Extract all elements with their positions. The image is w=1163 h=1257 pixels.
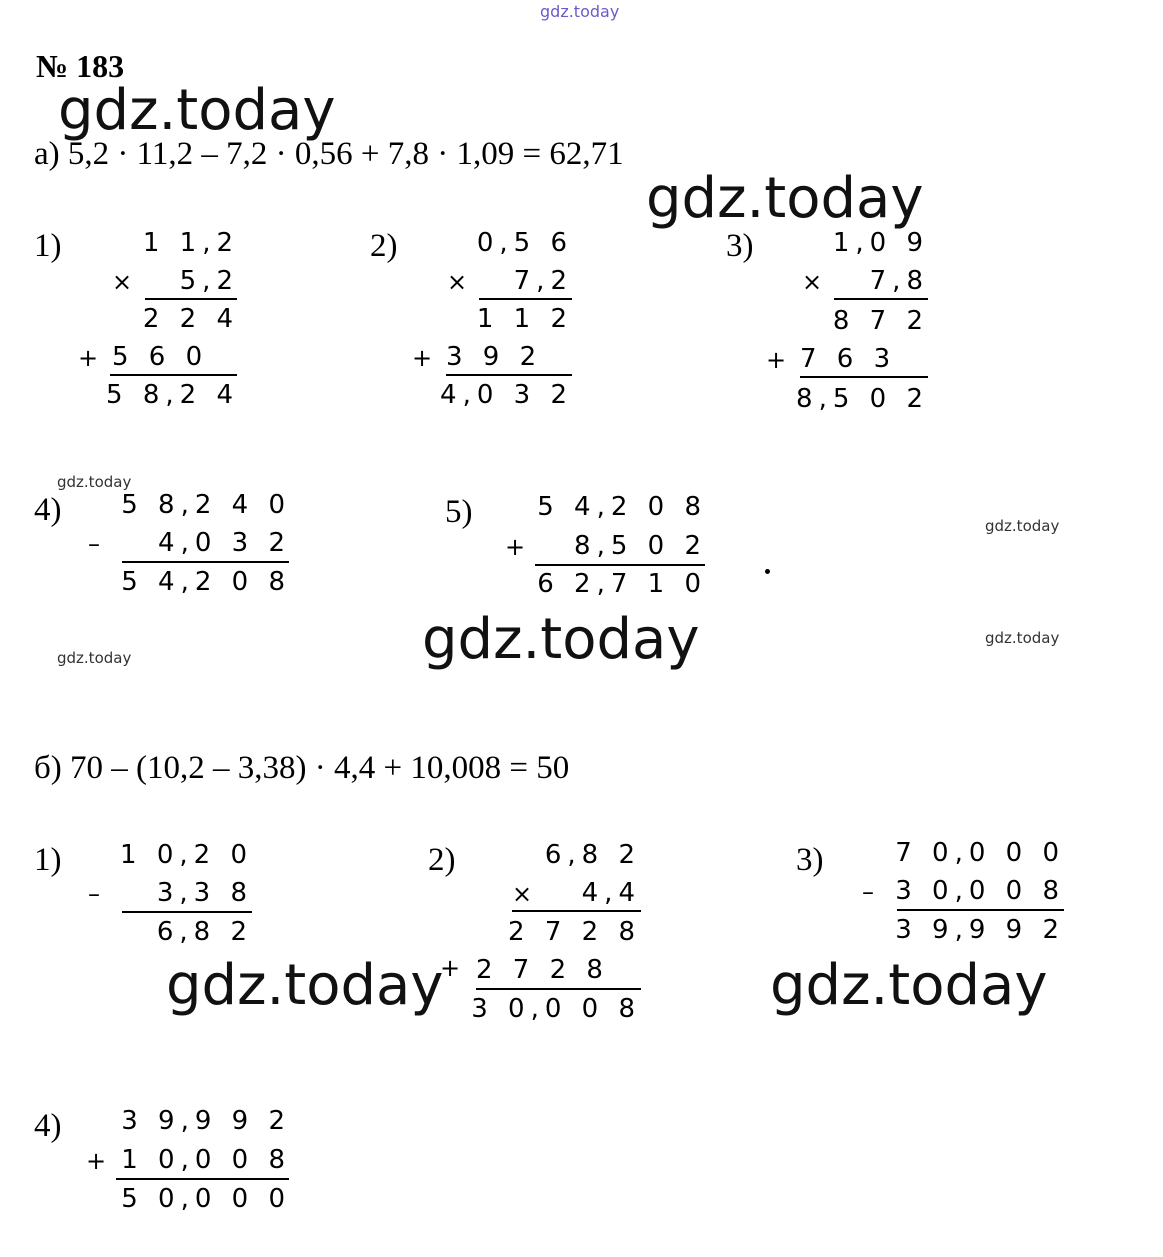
digit-row: 1,0 9 <box>832 228 929 258</box>
underline <box>145 298 237 300</box>
digit-row: 5,2 <box>179 266 239 296</box>
step-label: 5) <box>445 494 473 530</box>
digit-row: 1 1 2 <box>476 304 573 334</box>
watermark-small: gdz.today <box>985 629 1060 647</box>
stray-dot <box>765 569 770 574</box>
digit-row: 5 4,2 0 8 <box>121 567 291 597</box>
step-label: 2) <box>370 228 398 264</box>
multiply-sign: × <box>112 268 133 296</box>
watermark-large: gdz.today <box>58 78 336 143</box>
digit-row: 7 6 3 <box>800 344 897 374</box>
minus-sign: – <box>862 878 874 906</box>
underline <box>122 911 252 913</box>
watermark-top: gdz.today <box>540 2 620 21</box>
underline <box>512 910 641 912</box>
digit-row: 3 9 2 <box>446 342 543 372</box>
plus-sign: + <box>412 344 433 372</box>
digit-row: 3 9,9 9 2 <box>895 915 1065 945</box>
digit-row: 5 6 0 <box>112 342 209 372</box>
plus-sign: + <box>440 954 461 982</box>
digit-row: 3 0,0 0 8 <box>471 994 641 1024</box>
plus-sign: + <box>766 346 787 374</box>
watermark-small: gdz.today <box>57 473 132 491</box>
digit-row: 6,8 2 <box>156 917 253 947</box>
minus-sign: – <box>88 530 100 558</box>
watermark-large: gdz.today <box>422 607 700 672</box>
step-label: 1) <box>34 228 62 264</box>
step-label: 3) <box>726 228 754 264</box>
multiply-sign: × <box>447 268 468 296</box>
step-label: 1) <box>34 842 62 878</box>
minus-sign: – <box>88 880 100 908</box>
digit-row: 5 4,2 0 8 <box>537 492 707 522</box>
digit-row: 5 8,2 4 <box>106 380 239 410</box>
digit-row: 4,4 <box>581 878 641 908</box>
digit-row: 7 0,0 0 0 <box>895 838 1065 868</box>
underline <box>116 1178 289 1180</box>
digit-row: 5 8,2 4 0 <box>121 490 291 520</box>
step-label: 2) <box>428 842 456 878</box>
digit-row: 3,3 8 <box>156 878 253 908</box>
underline <box>535 564 705 566</box>
digit-row: 5 0,0 0 0 <box>121 1184 291 1214</box>
digit-row: 2 7 2 8 <box>508 917 641 947</box>
digit-row: 3 9,9 9 2 <box>121 1106 291 1136</box>
digit-row: 4,0 3 2 <box>440 380 573 410</box>
digit-row: 0,5 6 <box>476 228 573 258</box>
digit-row: 1 0,2 0 <box>120 840 253 870</box>
digit-row: 6,8 2 <box>544 840 641 870</box>
underline <box>110 374 237 376</box>
watermark-small: gdz.today <box>985 517 1060 535</box>
problem-number: № 183 <box>36 48 125 84</box>
digit-row: 2 7 2 8 <box>476 955 609 985</box>
digit-row: 6 2,7 1 0 <box>537 569 707 599</box>
digit-row: 8 7 2 <box>832 306 929 336</box>
plus-sign: + <box>86 1147 107 1175</box>
plus-sign: + <box>78 344 99 372</box>
step-label: 4) <box>34 492 62 528</box>
step-label: 3) <box>796 842 824 878</box>
underline <box>122 561 289 563</box>
watermark-small: gdz.today <box>57 649 132 667</box>
underline <box>446 374 572 376</box>
underline <box>479 298 572 300</box>
step-label: 4) <box>34 1108 62 1144</box>
digit-row: 1 1,2 <box>142 228 239 258</box>
part-b-expression: б) 70 – (10,2 – 3,38) · 4,4 + 10,008 = 50 <box>34 750 570 786</box>
multiply-sign: × <box>512 880 533 908</box>
digit-row: 3 0,0 0 8 <box>895 876 1065 906</box>
plus-sign: + <box>505 533 526 561</box>
digit-row: 4,0 3 2 <box>158 528 291 558</box>
underline <box>476 988 641 990</box>
part-a-expression: а) 5,2 · 11,2 – 7,2 · 0,56 + 7,8 · 1,09 = 62,71 <box>34 136 624 172</box>
digit-row: 2 2 4 <box>142 304 239 334</box>
digit-row: 8,5 0 2 <box>574 531 707 561</box>
digit-row: 1 0,0 0 8 <box>121 1145 291 1175</box>
underline <box>834 298 928 300</box>
underline <box>897 909 1064 911</box>
digit-row: 7,8 <box>869 266 929 296</box>
digit-row: 7,2 <box>513 266 573 296</box>
multiply-sign: × <box>802 268 823 296</box>
watermark-large: gdz.today <box>770 953 1048 1018</box>
watermark-large: gdz.today <box>646 166 924 231</box>
digit-row: 8,5 0 2 <box>796 384 929 414</box>
watermark-large: gdz.today <box>166 953 444 1018</box>
underline <box>800 376 928 378</box>
